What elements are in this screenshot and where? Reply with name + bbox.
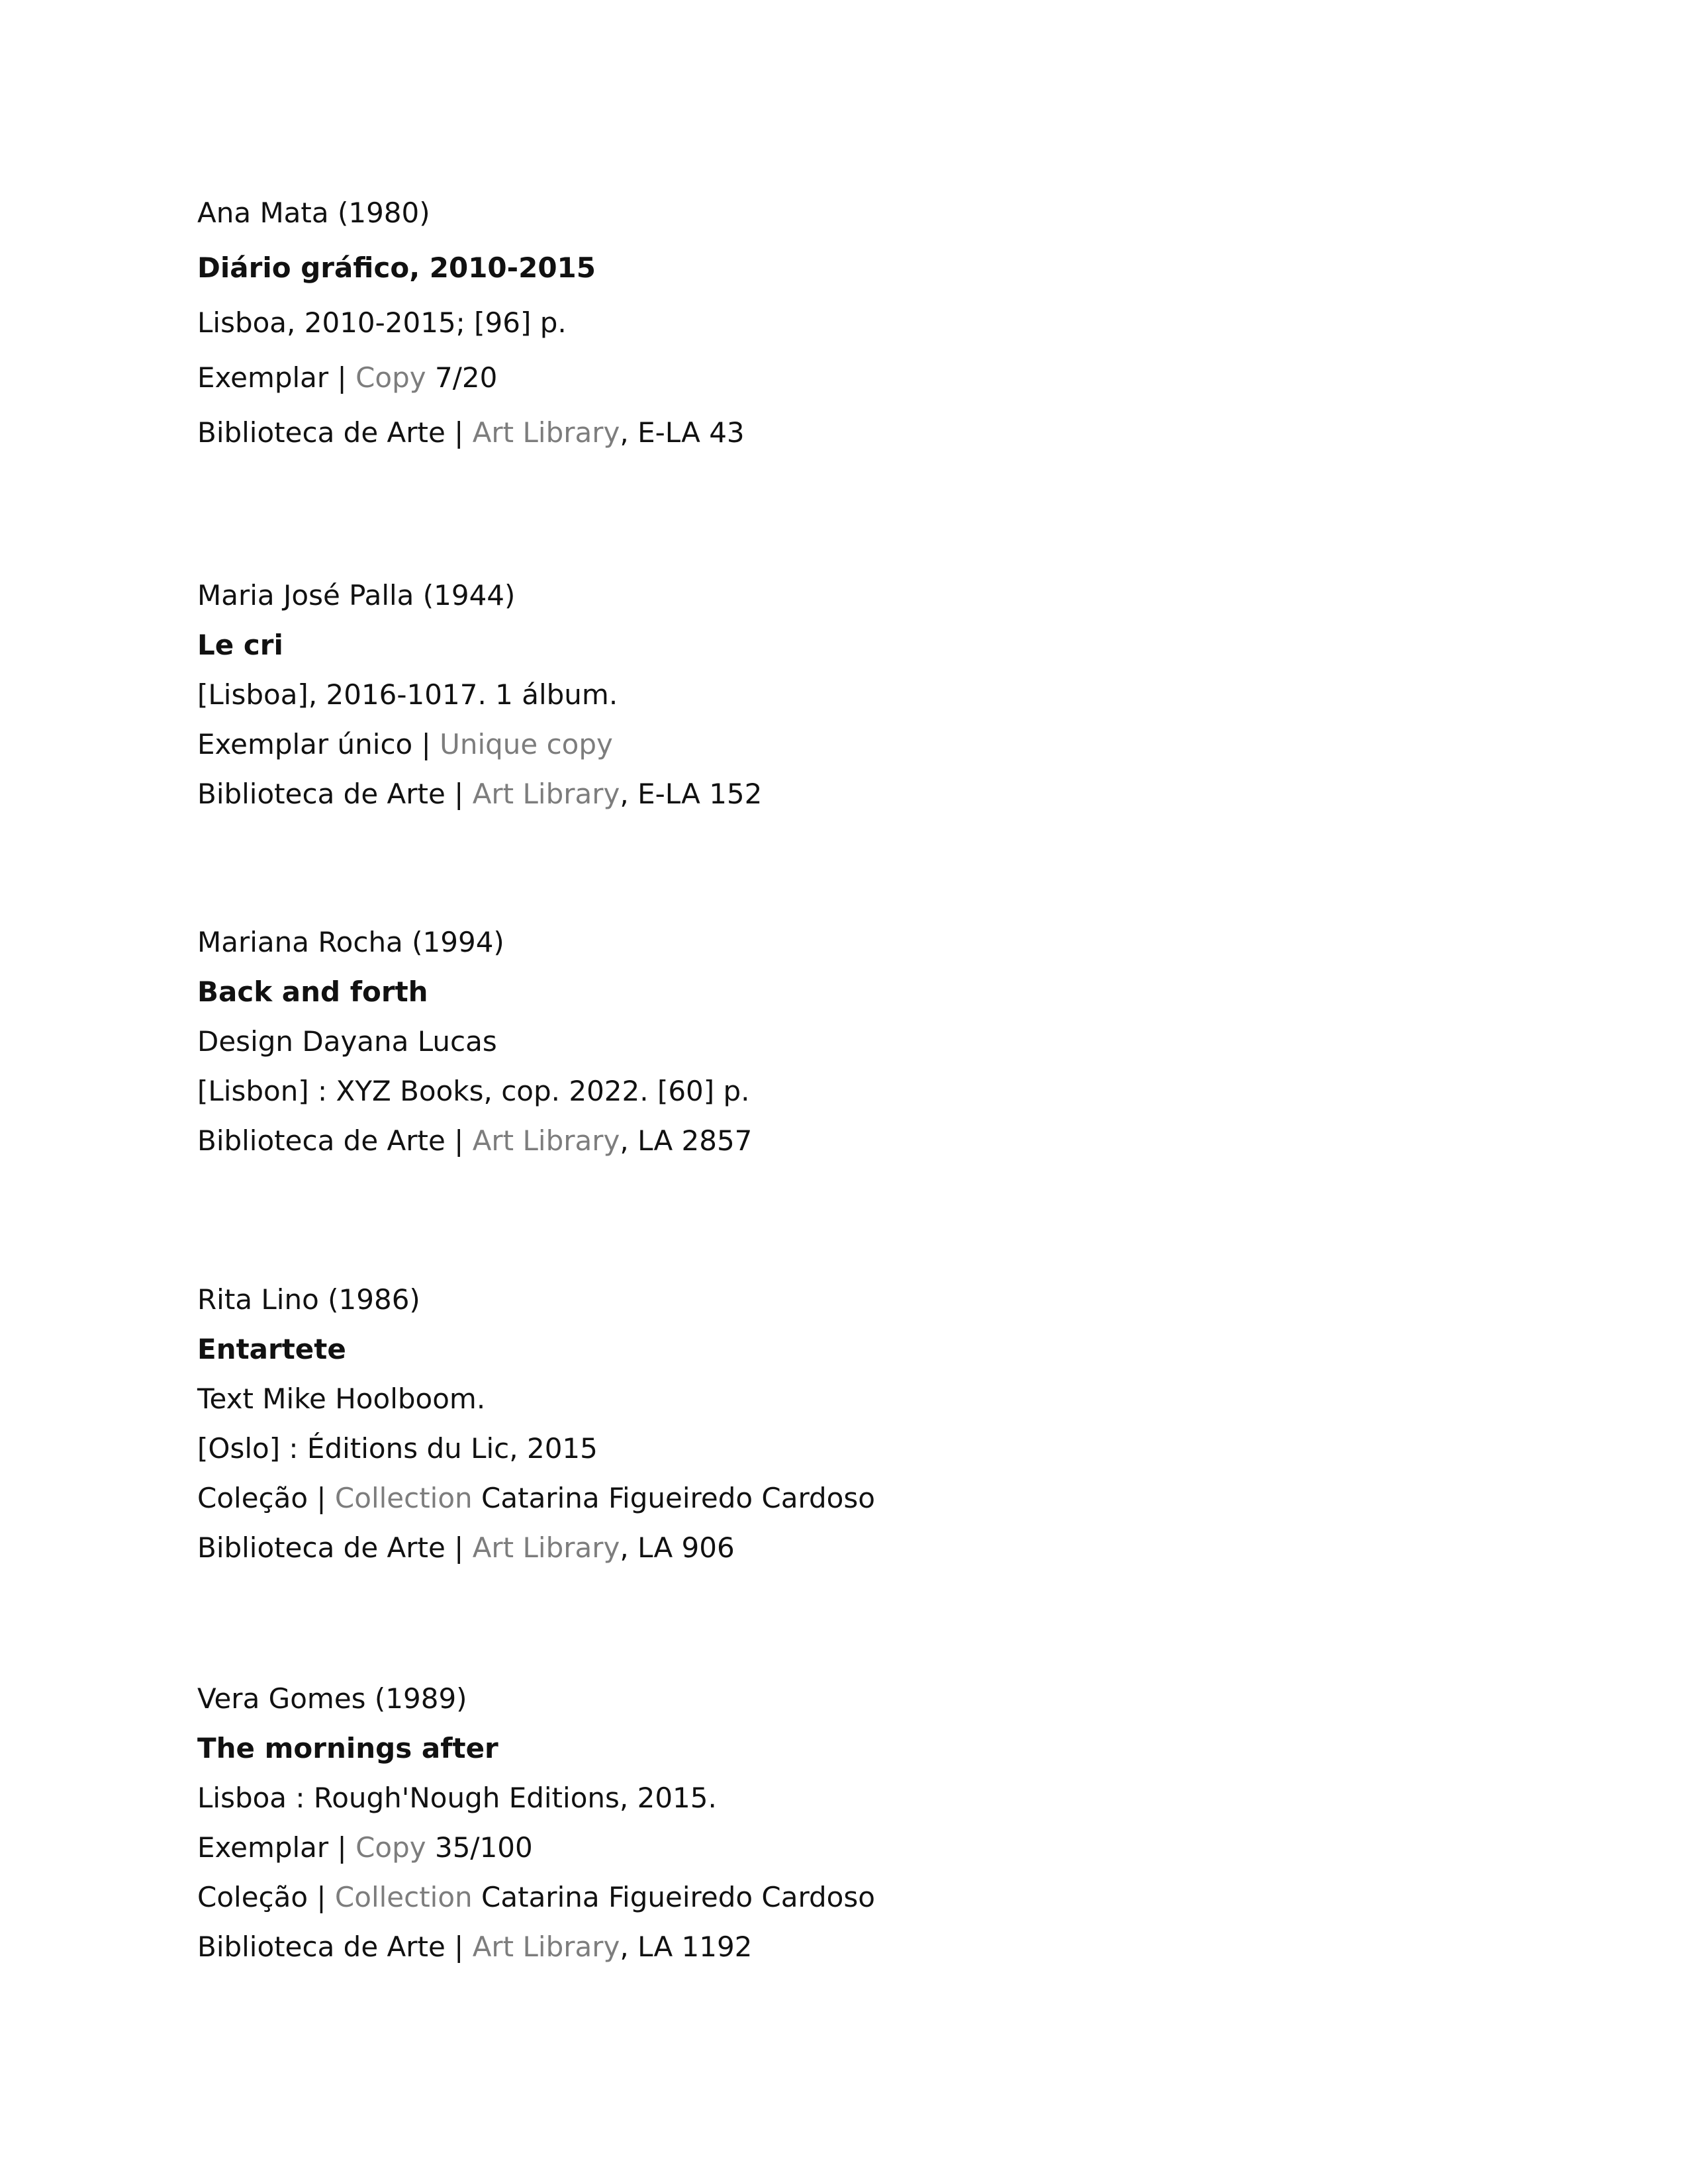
library-label-en: Art Library [472,416,620,449]
copy-value: 35/100 [434,1831,533,1864]
entry-imprint: Lisboa, 2010-2015; [96] p. [197,306,567,339]
entry-title: Back and forth [197,976,428,1008]
entry-author: Mariana Rocha (1994) [197,926,504,958]
copy-label-en: Copy [355,361,426,394]
library-label-en: Art Library [472,1531,620,1564]
entry-collection [197,1872,875,1922]
entry-copy [197,1823,875,1872]
entry-author: Maria José Palla (1944) [197,579,516,612]
catalog-entry [197,1275,875,1572]
copy-label-pt: Exemplar | [197,1831,347,1864]
catalog-entry [197,185,745,460]
entry-library [197,1922,875,1972]
copy-label-pt: Exemplar | [197,361,347,394]
entry-copy [197,719,762,769]
entry-design: Design Dayana Lucas [197,1025,497,1058]
entry-library [197,405,745,460]
catalog-entry [197,917,752,1165]
library-shelfmark: , E-LA 152 [620,778,763,810]
entry-author: Rita Lino (1986) [197,1283,420,1316]
entry-imprint: [Oslo] : Éditions du Lic, 2015 [197,1432,598,1465]
library-label-pt: Biblioteca de Arte | [197,1124,464,1157]
entry-author: Ana Mata (1980) [197,197,430,229]
library-shelfmark: , LA 906 [620,1531,735,1564]
library-shelfmark: , LA 2857 [620,1124,753,1157]
collection-label-pt: Coleção | [197,1482,326,1514]
library-label-en: Art Library [472,1124,620,1157]
entry-copy [197,350,745,405]
collection-label-pt: Coleção | [197,1881,326,1913]
entry-title: Entartete [197,1333,346,1365]
collection-label-en: Collection [334,1881,473,1913]
library-shelfmark: , E-LA 43 [620,416,745,449]
library-label-en: Art Library [472,778,620,810]
library-label-pt: Biblioteca de Arte | [197,1531,464,1564]
collection-name: Catarina Figueiredo Cardoso [481,1482,875,1514]
entry-imprint: Lisboa : Rough'Nough Editions, 2015. [197,1782,717,1814]
copy-label-en: Unique copy [440,728,613,760]
collection-label-en: Collection [334,1482,473,1514]
entry-library [197,1523,875,1572]
catalog-entry [197,1674,875,1972]
copy-label-en: Copy [355,1831,426,1864]
entry-text-credit: Text Mike Hoolboom. [197,1383,486,1415]
library-label-pt: Biblioteca de Arte | [197,1931,464,1963]
entry-imprint: [Lisboa], 2016-1017. 1 álbum. [197,678,618,711]
entry-title: The mornings after [197,1732,498,1764]
entry-author: Vera Gomes (1989) [197,1682,467,1715]
entry-title: Diário gráfico, 2010-2015 [197,251,596,284]
copy-label-pt: Exemplar único | [197,728,431,760]
entry-collection [197,1473,875,1523]
entry-title: Le cri [197,629,283,661]
catalog-entry [197,570,762,819]
library-label-pt: Biblioteca de Arte | [197,416,464,449]
library-label-en: Art Library [472,1931,620,1963]
copy-value: 7/20 [434,361,498,394]
collection-name: Catarina Figueiredo Cardoso [481,1881,875,1913]
entry-imprint: [Lisbon] : XYZ Books, cop. 2022. [60] p. [197,1075,750,1107]
entry-library [197,1116,752,1165]
library-label-pt: Biblioteca de Arte | [197,778,464,810]
entry-library [197,769,762,819]
library-shelfmark: , LA 1192 [620,1931,753,1963]
